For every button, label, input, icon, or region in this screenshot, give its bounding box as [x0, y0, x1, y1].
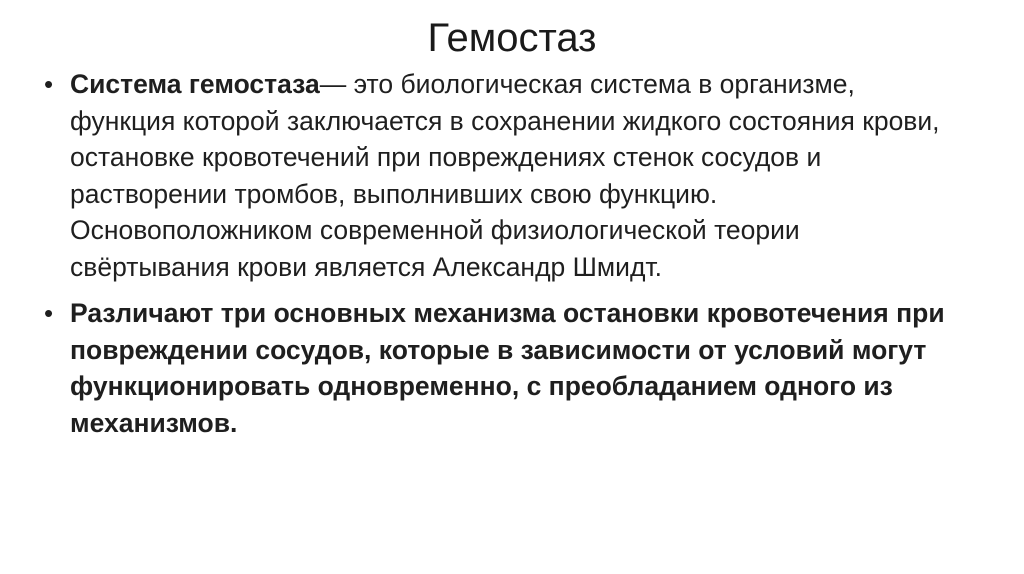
bullet-marker: • — [44, 69, 54, 99]
slide-title: Гемостаз — [427, 16, 597, 60]
bullet-list — [44, 66, 964, 441]
bullet-item-mechanisms — [44, 295, 964, 441]
bullet-marker: • — [44, 298, 54, 328]
bullet-text: Различают три основных механизма остановки кровотечения при повреждении сосудов, которые в зависимости от условий могут функционировать одновременно, с преобладанием одного из механизмов. — [70, 298, 945, 438]
bullet-text: — это биологическая система в организме, функция которой заключается в сохранении жидкого состояния крови, остановке кровотечений при повреждениях стенок сосудов и растворении тромбов, выполнивших свою функцию. Основоположником современной физиологической теории свёртывания крови является Александр Шмидт. — [70, 69, 940, 282]
bullet-term: Система гемостаза — [70, 69, 320, 99]
bullet-item-definition — [44, 66, 964, 285]
